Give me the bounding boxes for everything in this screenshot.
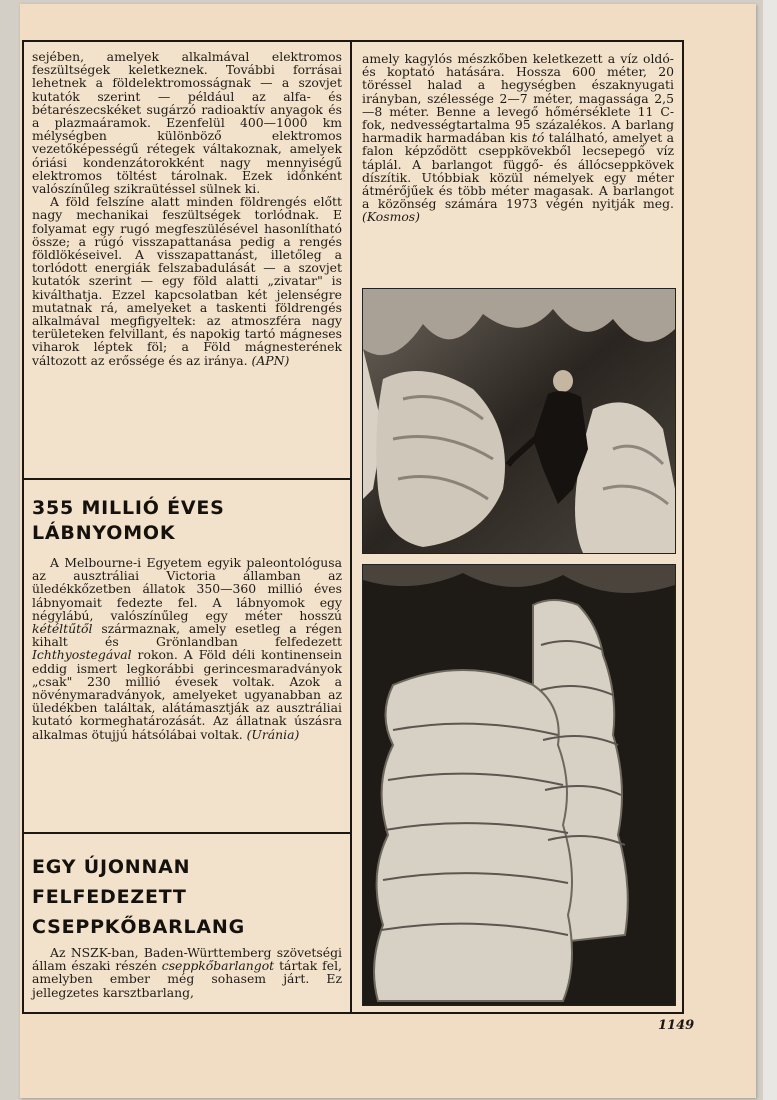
paragraph: Az NSZK-ban, Baden-Württemberg szövetségi állam északi részén cseppkőbarlangot tártak fel, amelyben ember még sohasem járt. Ez jellegzetes karsztbarlang,: [32, 945, 342, 1000]
cave-photo-explorer: [362, 288, 676, 554]
article-continued-box: [22, 40, 352, 480]
article-title: EGY ÚJONNAN FELFEDEZETT CSEPPKŐBARLANG: [32, 856, 246, 938]
cave-photo-stalagmite: [362, 564, 676, 1006]
article-body: [32, 946, 342, 999]
article-footprints-box: [22, 478, 352, 834]
source-credit: (Uránia): [246, 726, 300, 742]
article-body: [32, 556, 342, 741]
article-title: 355 MILLIÓ ÉVES LÁBNYOMOK: [32, 497, 225, 544]
paragraph: amely kagylós mészkőben keletkezett a víz oldó- és koptató hatására. Hossza 600 méter, 20 töréssel halad a hegységben északnyugati irányban, szélessége 2—7 méter, magassága 2,5—8 méter. Benne a levegő hőmérséklete 11 C-fok, nedvességtartalma 95 százalékos. A barlang harmadik harmadában kis tó található, amelyet a falon képződött cseppkövekből lecsepegő víz táplál. A barlangot függő- és állócseppkövek díszítik. Utóbbiak közül némelyek egy méter átmérőjűek és több méter magasak. A barlangot a közönség számára 1973 végén nyitják meg. (Kosmos): [362, 51, 674, 225]
article-cave-continued-box: [350, 40, 684, 1014]
paragraph: sejében, amelyek alkalmával elektromos feszültségek keletkeznek. További forrásai lehetnek a földelektromosságnak — a szovjet kutatók szerint — például az alfa- és bétarészecskéket sugárzó radioaktív anyagok és a plazmaáramok. Ezenfelül 400—1000 km mélységben különböző elektromos vezetőképességű rétegek váltakoznak, amelyek óriási kondenzátorokként nagy mennyiségű elektromos töltést tárolnak. Ezek időnként valószínűleg szikraütéssel sülnek ki.: [32, 49, 342, 197]
magazine-page: [20, 4, 756, 1098]
article-continued-text: [362, 52, 674, 224]
cave-photo-image: [363, 289, 675, 553]
article-cave-box: [22, 832, 352, 1014]
source-credit: (Kosmos): [362, 209, 420, 225]
scanner-edge: [763, 0, 777, 1100]
paragraph: A föld felszíne alatt minden földrengés előtt nagy mechanikai feszültségek torlódnak. E folyamat egy rugó megfeszülésével hasonlítható össze; a rúgó visszapattanása pedig a rengés földlökéseivel. A visszapattanást, illetőleg a torlódott energiák felszabadulását — a szovjet kutatók szerint — egy föld alatti „zivatar" is kiválthatja. Ezzel kapcsolatban két jelenségre mutatnak rá, amelyeket a taskenti földrengés alkalmával megfigyeltek: az atmoszféra nagy területeken felvillant, és napokig tartó mágneses viharok léptek föl; a Föld mágnesterének változott az erőssége és az iránya. (APN): [32, 194, 342, 368]
page-number: 1149: [658, 1018, 695, 1033]
paragraph: A Melbourne-i Egyetem egyik paleontológusa az ausztráliai Victoria államban az üledékkőzetben állatok 350—360 millió éves lábnyomait fedezte fel. A lábnyomok egy négylábú, valószínűleg egy méter hosszú kétéltűtől származnak, amely esetleg a régen kihalt és Grönlandban felfedezett Ichthyostegával rokon. A Föld déli kontinensein eddig ismert legkorábbi gerincesmaradványok „csak" 230 millió évesek voltak. Azok a növénymaradványok, amelyeket ugyanabban az üledékben találtak, alátámasztják az ausztráliai kutató kormeghatározását. Az állatnak úszásra alkalmas ötujjú hátsólábai voltak. (Uránia): [32, 555, 342, 742]
article-continued-text: [32, 50, 342, 367]
cave-photo-image: [363, 565, 675, 1005]
source-credit: (APN): [251, 352, 290, 368]
